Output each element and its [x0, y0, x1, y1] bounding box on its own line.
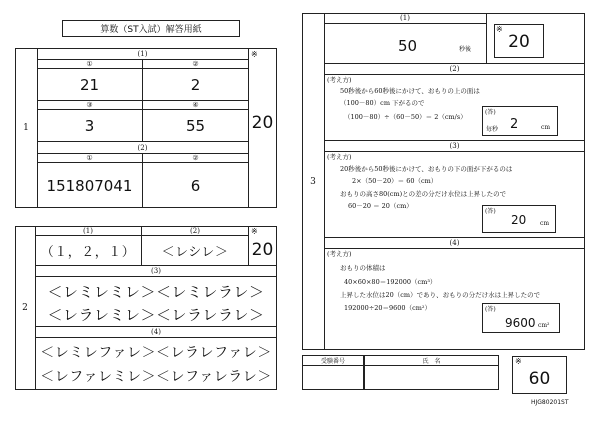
total-score: 60 — [528, 369, 551, 389]
q1-cell-label: ③ — [37, 101, 142, 110]
q2-answer-2: ＜レシレ＞ — [141, 236, 248, 266]
q3-ans-label-4: (答) — [485, 306, 496, 313]
q3-answer-4-unit: cm² — [538, 322, 550, 329]
exam-number-label: 受験番号 — [302, 355, 364, 366]
q3-think-label-4: (考え方) — [327, 250, 352, 258]
q1-cell-label: ① — [37, 154, 142, 163]
q3-work-4-2: 40×60×80＝192000（cm³） — [344, 278, 437, 286]
q3-ans-label-2: (答) — [485, 109, 496, 116]
q2-h3: (3) — [35, 266, 277, 277]
q3-number: 3 — [310, 176, 316, 187]
q3-work-4-4: 192000÷20＝9600（cm²） — [344, 304, 431, 312]
q3-answer-2-prefix: 毎秒 — [486, 126, 499, 133]
q2-answer-3-line2: ＜レラレミレ＞＜レラレラレ＞ — [35, 303, 277, 327]
q1-cell-label: ② — [142, 154, 248, 163]
q3-ans-label-3: (答) — [485, 208, 496, 215]
q3-work-2-3: （100－80）÷（60－50）＝ 2（cm/s） — [344, 113, 467, 121]
q1-answer: 151807041 — [46, 176, 133, 195]
q3-h2: (2) — [324, 64, 585, 75]
q3-think-label-3: (考え方) — [327, 153, 352, 161]
q1-cell-label: ④ — [142, 101, 248, 110]
q1-score: 20 — [251, 113, 274, 133]
q3-answer-4: 9600 — [505, 316, 536, 330]
q1-number: 1 — [23, 123, 29, 133]
q3-answer-2-unit: cm — [541, 124, 551, 131]
q3-answer-1: 50 — [398, 37, 418, 55]
q3-work-4-1: おもりの体積は — [340, 264, 386, 272]
q1-sec1-header: (1) — [37, 48, 248, 60]
q2-h2: (2) — [141, 226, 248, 236]
sheet-title: 算数（ST入試）解答用紙 — [62, 20, 240, 37]
q1-score-mark: ※ — [251, 50, 258, 59]
q3-work-3-1: 20秒後から50秒後にかけて、おもりの下の面が下がるのは — [340, 165, 513, 173]
q3-answer-3-unit: cm — [540, 220, 550, 227]
q1-answer: 2 — [142, 69, 248, 101]
q3-answer-1-unit: 秒後 — [459, 46, 472, 53]
q3-work-2-2: （100－80）cm 下がるので — [340, 99, 425, 107]
q1-answer: 55 — [142, 110, 248, 142]
name-label: 氏 名 — [364, 355, 499, 366]
q2-score: 20 — [251, 240, 274, 260]
q1-answer: 3 — [37, 110, 142, 142]
q2-answer-1: （１，２，１） — [35, 236, 141, 266]
q2-h4: (4) — [35, 327, 277, 338]
q3-h3: (3) — [324, 141, 585, 152]
q3-work-2-1: 50秒後から60秒後にかけて、おもりの上の面は — [340, 87, 480, 95]
q3-answer-2: 2 — [510, 117, 519, 132]
q1-cell-label: ② — [142, 60, 248, 69]
q3-answer-3: 20 — [511, 213, 527, 227]
q3-score: 20 — [508, 32, 530, 52]
q2-answer-4-line2: ＜レファレミレ＞＜レファレラレ＞ — [40, 369, 272, 385]
q1-sec2-header: (2) — [37, 142, 248, 154]
q3-think-label-2: (考え方) — [327, 76, 352, 84]
q1-answer: 6 — [142, 163, 248, 208]
q1-answer: 21 — [37, 69, 142, 101]
form-code: HJG80201ST — [531, 399, 569, 406]
total-score-mark: ※ — [515, 357, 522, 366]
q2-answer-3-line1: ＜レミレミレ＞＜レミレラレ＞ — [47, 282, 265, 301]
q2-h1: (1) — [35, 226, 141, 236]
q3-work-3-3: おもりの高さ80(cm)との差の分だけ水位は上昇したので — [340, 190, 507, 198]
q3-score-mark: ※ — [496, 25, 503, 34]
q2-number: 2 — [22, 303, 28, 313]
q1-cell-label: ① — [37, 60, 142, 69]
q3-h4: (4) — [324, 238, 585, 249]
q3-work-4-3: 上昇した水位は20（cm）であり、おもりの分だけ水は上昇したので — [340, 291, 541, 299]
q3-work-3-2: 2×（50－20）＝ 60（cm） — [352, 177, 438, 185]
q3-work-3-4: 60－20 ＝ 20（cm） — [348, 202, 413, 210]
q3-h1: (1) — [324, 13, 486, 24]
q2-score-mark: ※ — [251, 227, 258, 236]
q2-answer-4-line1: ＜レミレファレ＞＜レラレファレ＞ — [40, 345, 272, 361]
